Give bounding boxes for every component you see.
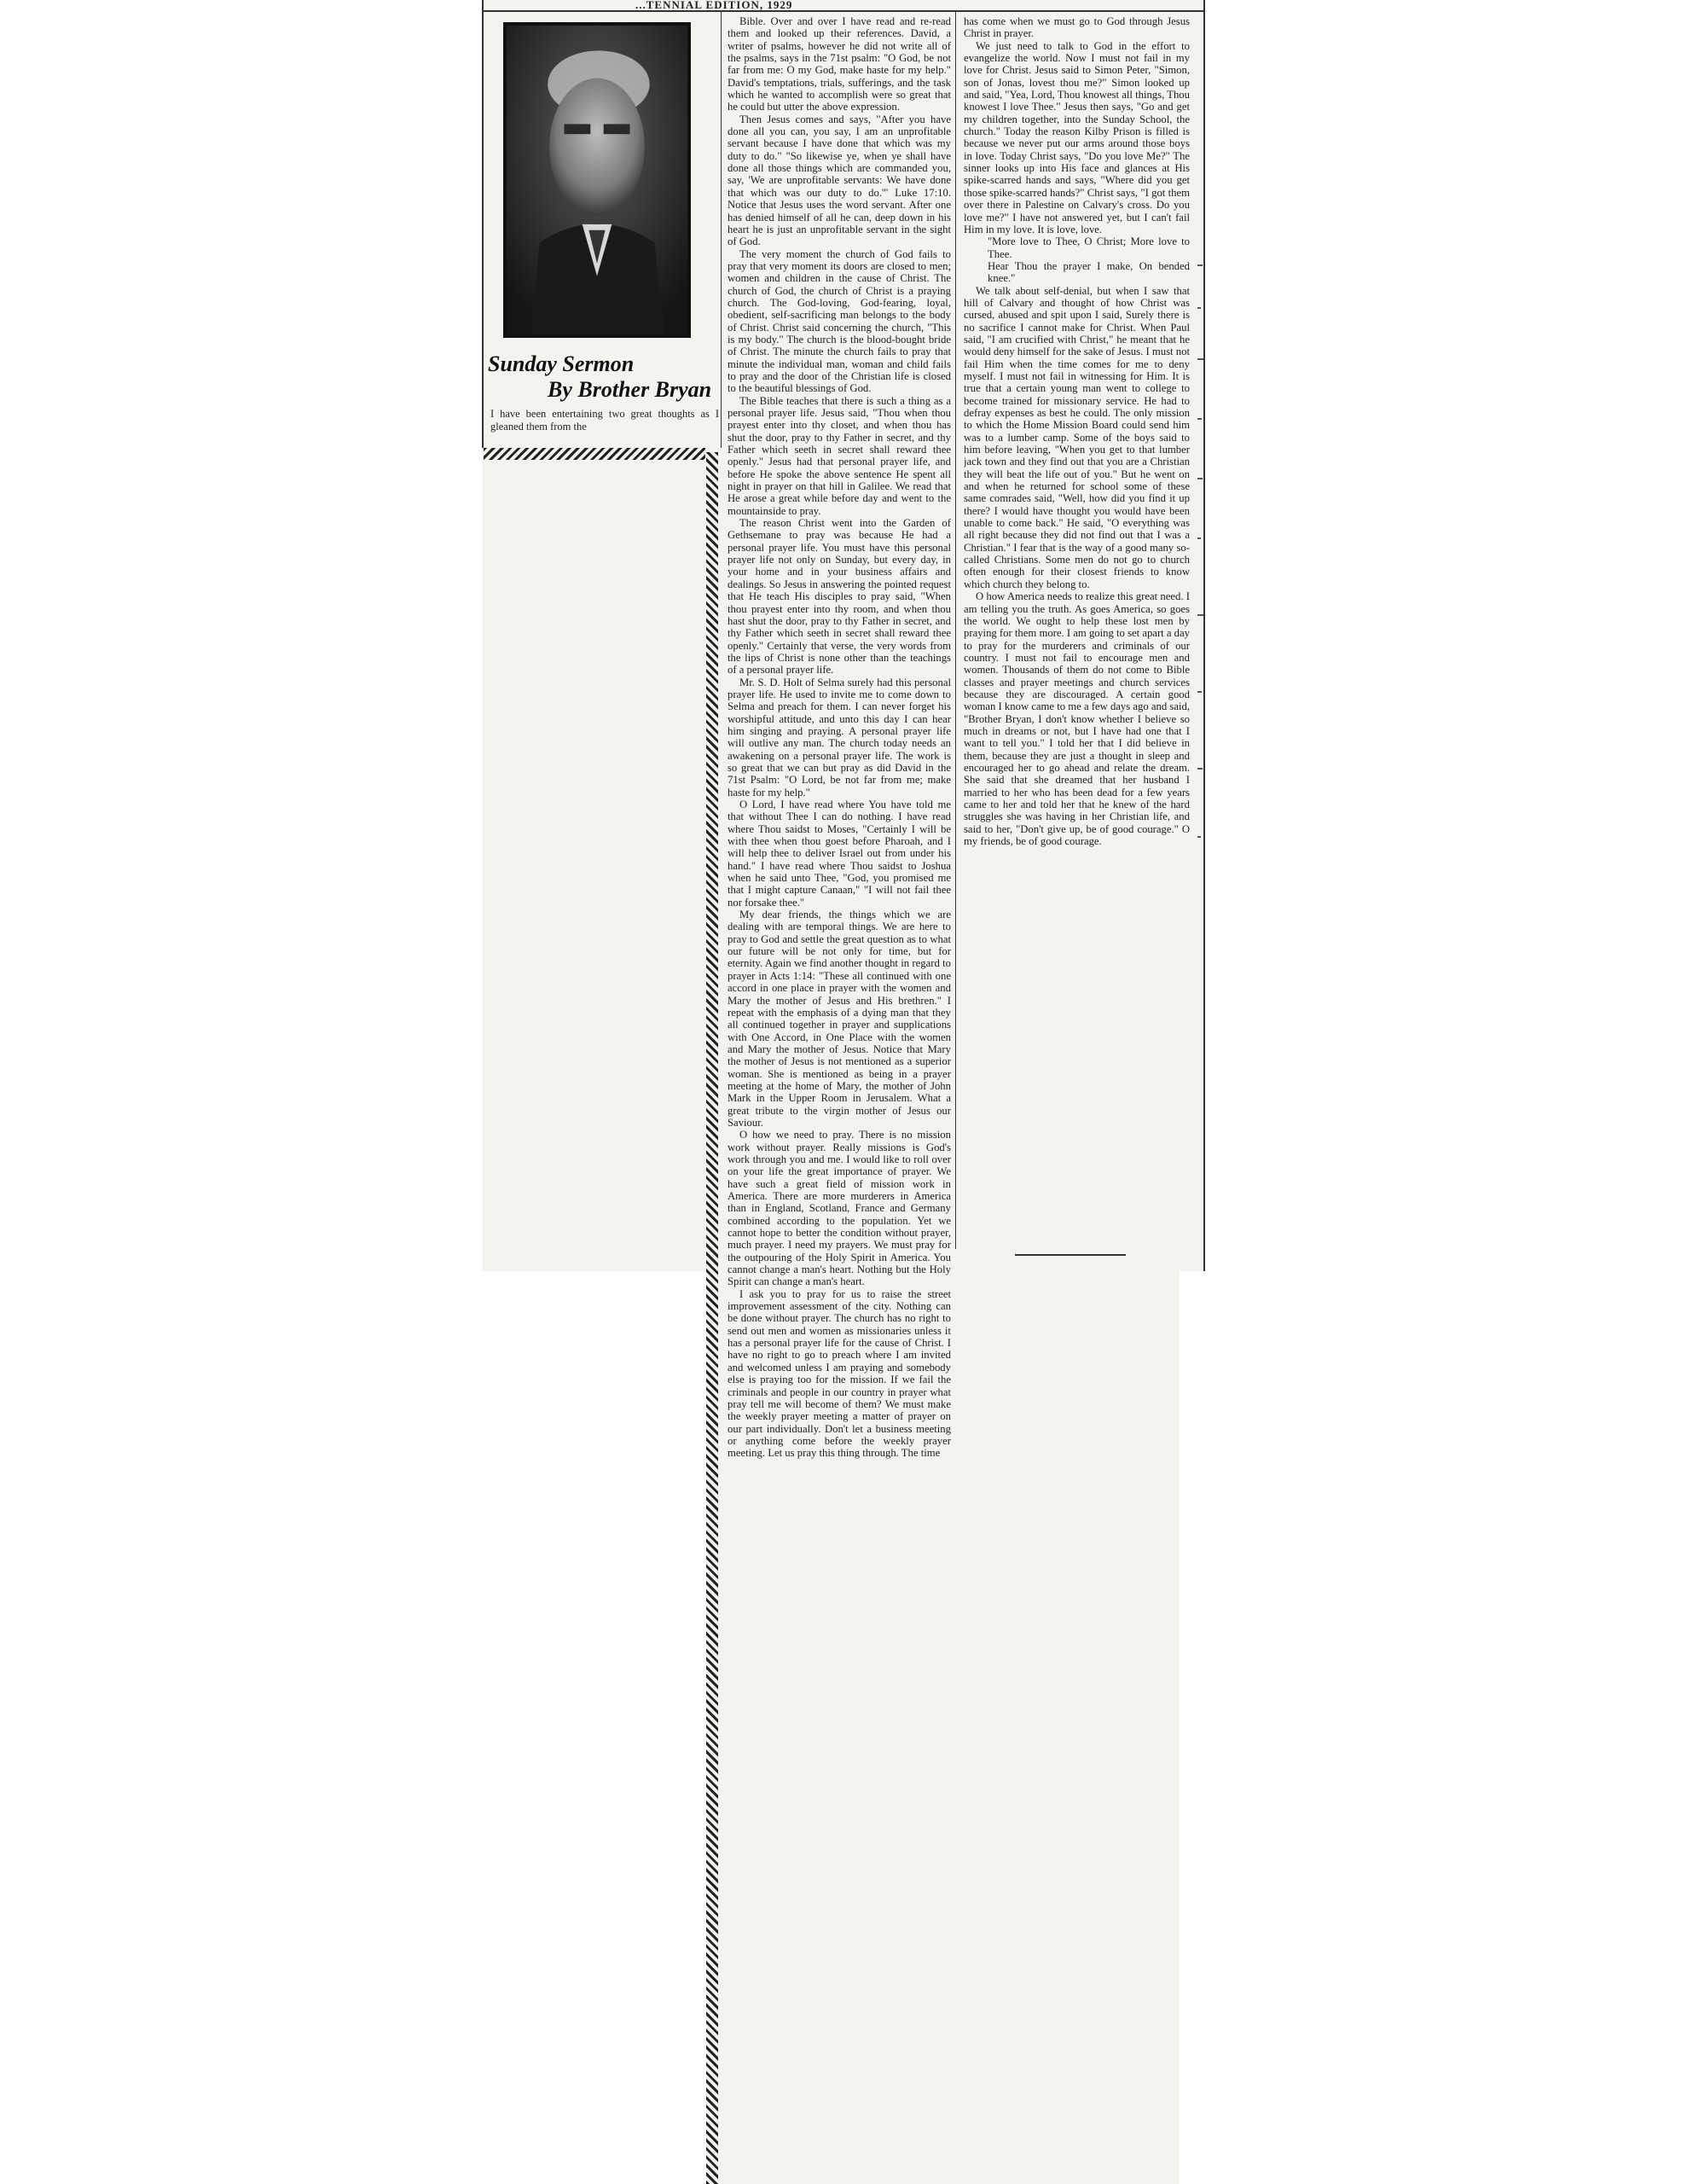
paragraph: The Bible teaches that there is such a thing as a personal prayer life. Jesus said, "Thou when thou prayest enter into thy closet, and when thou has shut the door, pray to thy Father in secret, and thy Father which seeth in secret shall reward thee openly." Jesus had that personal prayer life, and before He spoke the above sentence He spent all night in prayer on that hill in Galilee. We read that He arose a great while before day and went to the mountainside to pray. — [728, 394, 951, 517]
paragraph: My dear friends, the things which we are dealing with are temporal things. We are here to pray to God and settle the great question as to what our future will be not only for time, but for eternity. Again we find another thought in regard to prayer in Acts 1:14: "These all continued with one accord in one place in prayer with the women and Mary the mother of Jesus and His brethren." I repeat with the emphasis of a dying man that they all continued together in prayer and supplications with One Accord, in One Place with the women and Mary the mother of Jesus. Notice that Mary the mother of Jesus is not mentioned as a superior woman. She is mentioned as being in a prayer meeting at the home of Mary, the mother of John Mark in the Upper Room in Jerusalem. What a great tribute to the virgin mother of Jesus our Saviour. — [728, 909, 951, 1129]
headline-line-2: By Brother Bryan — [548, 377, 712, 402]
article-end-rule — [1015, 1254, 1126, 1256]
cut-text-fragment — [1196, 256, 1205, 853]
paragraph: O how we need to pray. There is no mission work without prayer. Really missions is God's work through you and me. I would like to roll over on your life the great importance of prayer. We have such a great field of mission work in America. There are more murderers in America than in England, Scotland, France and Germany combined according to the population. Yet we cannot hope to better the condition without prayer, much prayer. I need my prayers. We must pray for the outpouring of the Holy Spirit in America. You cannot change a man's heart. Nothing but the Holy Spirit can change a man's heart. — [728, 1129, 951, 1288]
decorative-border-vertical — [706, 452, 718, 2184]
photo-column-divider — [721, 12, 722, 448]
neighbor-column-fragment — [1196, 256, 1205, 853]
paragraph: Bible. Over and over I have read and re-read them and looked up their references. David, a writer of psalms, however he did not write all of the psalms, says in the 71st psalm: "O God, be not far from me: O my God, make haste for my help." David's temptations, trials, sufferings, and the task which he wanted to accomplish were so great that he could but utter the above expression. — [728, 15, 951, 113]
paragraph: Then Jesus comes and says, "After you have done all you can, you say, I am an unprofitable servant because I have done that which was my duty to do." "So likewise ye, when ye shall have done all those things which are commanded you, say, 'We are unprofitable servants: We have done that which was our duty to do.'" Luke 17:10. Notice that Jesus uses the word servant. After one has denied himself of all he can, deep down in his heart he is just an unprofitable servant in the sight of God. — [728, 113, 951, 248]
column-divider — [955, 12, 956, 1249]
sermon-intro: I have been entertaining two great thoughts as I gleaned them from the — [490, 408, 719, 433]
paragraph: O Lord, I have read where You have told me that without Thee I can do nothing. I have read where Thou saidst to Moses, "Certainly I will be with thee when thou goest before Pharoah, and I will help thee to deliver Israel out from under his hand." I have read where Thou saidst to Joshua when he said unto Thee, "God, you promised me that I might capture Canaan," "I will not fail thee nor forsake thee." — [728, 799, 951, 909]
portrait-photo — [503, 22, 691, 338]
hymn-verse-2: Hear Thou the prayer I make, On bended knee." — [988, 259, 1190, 285]
article-column-b — [964, 15, 1190, 1244]
article-column-a — [728, 15, 951, 2174]
paragraph: We just need to talk to God in the effort to evangelize the world. Now I must not fail in my love for Christ. Jesus said to Simon Peter, "Simon, son of Jonas, lovest thou me?" Simon looked up and said, "Yea, Lord, Thou knowest all things, Thou knowest I love Thee." Jesus then says, "Go and get my children together, into the Sunday School, the church." Today the reason Kilby Prison is filled is because we never put our arms around those boys in love. Today Christ says, "Do you love Me?" The sinner looks up into His face and glances at His spike-scarred hands and says, "Where did you get those spike-scarred hands?" Christ says, "I got them over there in Palestine on Calvary's cross. Do you love me?" I have not answered yet, but I can't fail Him in my love. It is love, love. — [964, 39, 1190, 235]
paragraph: O how America needs to realize this great need. I am telling you the truth. As goes America, so goes the world. We ought to help these lost men by praying for them more. I am going to set apart a day to pray for the murderers and criminals of our country. I must not fail to encourage men and women. Thousands of them do not come to Bible classes and prayer meetings and church services because they are discouraged. A certain good woman I know came to me a few days ago and said, "Brother Bryan, I don't know whether I believe so much in dreams or not, but I have had one that I want to tell you." I told her that I did believe in them, because they are just a thought in sleep and encouraged her to go ahead and relate the dream. She said that she dreamed that her husband I married to her who has been dead for a few years came to her and told her that he knew of the hard struggles she was having in her Christian life, and said to her, "Don't give up, be of good courage." O my friends, be of good courage. — [964, 590, 1190, 848]
decorative-border-horizontal — [484, 448, 705, 460]
sermon-headline — [488, 351, 718, 403]
paragraph: I ask you to pray for us to raise the street improvement assessment of the city. Nothing can be done without prayer. The church has no right to send out men and women as missionaries unless it has a personal prayer life for the cause of Christ. I have no right to go to preach where I am invited and welcomed unless I am praying and somebody else is praying too for the mission. If we fail the criminals and people in our country in prayer what pray tell me will become of them? We must make the weekly prayer meeting a matter of prayer on our part individually. Don't let a business meeting or anything come before the weekly prayer meeting. Let us pray this thing through. The time — [728, 1287, 951, 1460]
paragraph: The very moment the church of God fails to pray that very moment its doors are closed to men; women and children in the cause of Christ. The church of God, the church of Christ is a praying church. The God-loving, God-fearing, loyal, obedient, self-sacrificing man belongs to the body of Christ. Christ said concerning the church, "This is my body." The church is the blood-bought bride of Christ. The minute the church fails to pray that minute the individual man, woman and child fails to pray and the door of the Christian life is closed to the beautiful blessings of God. — [728, 247, 951, 395]
paragraph: has come when we must go to God through Jesus Christ in prayer. — [964, 15, 1190, 40]
paragraph: Mr. S. D. Holt of Selma surely had this personal prayer life. He used to invite me to come down to Selma and preach for them. I can never forget his worshipful attitude, and unto this day I can hear him singing and praying. A personal prayer life will outlive any man. The church today needs an awakening on a personal prayer life. The work is so great that we can but pray as did David in the 71st Psalm: "O Lord, be not far from me; make haste for my help." — [728, 676, 951, 799]
left-border — [482, 0, 484, 448]
paragraph: The reason Christ went into the Garden of Gethsemane to pray was because He had a personal prayer life. You must have this personal prayer life not only on Sunday, but every day, in your home and in your business affairs and dealings. So Jesus in answering the pointed request that He teach His disciples to pray said, "When thou prayest enter into thy room, and when thou hast shut the door, pray to thy Father in secret, and thy Father which seeth in secret shall reward thee openly." Certainly that verse, the very words from the lips of Christ is none other than the teachings of a personal prayer life. — [728, 517, 951, 677]
headline-line-1: Sunday Sermon — [488, 351, 635, 376]
paragraph: We talk about self-denial, but when I saw that hill of Calvary and thought of how Christ was cursed, abused and spit upon I said, Surely there is no sacrifice I cannot make for Christ. When Paul said, "I am crucified with Christ," he meant that he would deny himself for the sake of Jesus. I must not fail Him when the time comes for me to deny myself. I must not fail in witnessing for Him. It is true that a certain young man went to college to become trained for missionary service. He had to defray expenses as best he could. The only mission to which the Home Mission Board could send him was to a lumber camp. Some of the boys said to him before leaving, "When you get to that lumber jack town and they find out that you are a Christian they will beat the life out of you." But he went on and when he returned for school some of these same comrades said, "Well, how did you find it up there? I would have thought you would have been unable to come back." He said, "O everything was all right because they did not find out that I was a Christian." I fear that is the way of a good many so-called Christians. Some men do not go to church often enough for their closest friends to know which church they belong to. — [964, 284, 1190, 590]
masthead-edition-line: ...TENNIAL EDITION, 1929 — [482, 0, 1205, 12]
portrait-image — [507, 26, 687, 334]
hymn-verse-1: "More love to Thee, O Christ; More love to Thee. — [988, 235, 1190, 260]
